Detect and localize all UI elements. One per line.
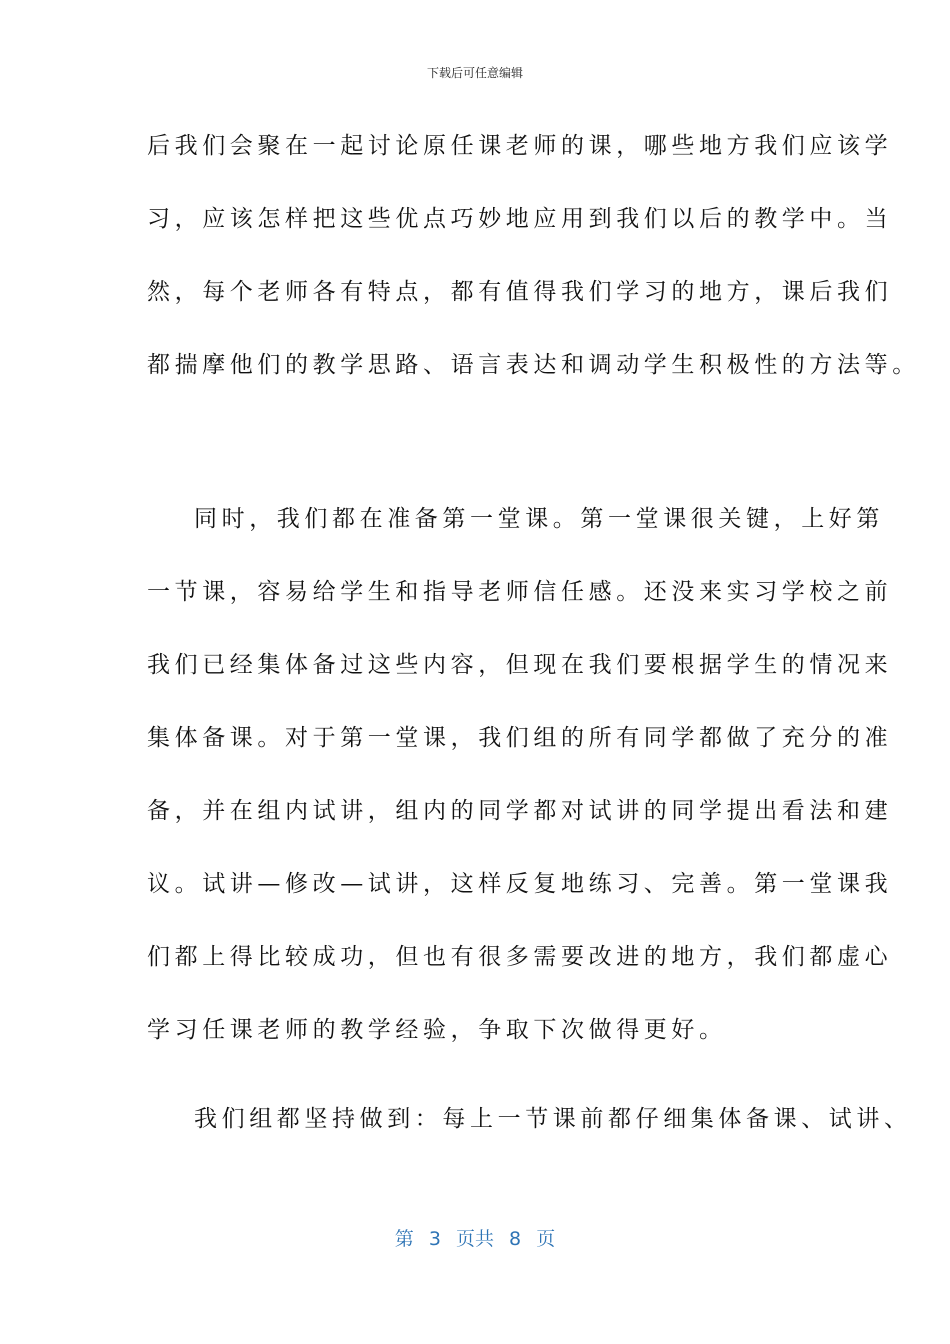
footer-total-pages: 8 <box>509 1228 522 1250</box>
footer-page-number: 3 <box>428 1228 441 1250</box>
paragraph-line: 都揣摩他们的教学思路、语言表达和调动学生积极性的方法等。 <box>147 352 920 378</box>
paragraph-line: 然，每个老师各有特点，都有值得我们学习的地方，课后我们 <box>147 279 893 305</box>
paragraph-line: 备，并在组内试讲，组内的同学都对试讲的同学提出看法和建 <box>147 798 893 824</box>
footer-middle: 页共 <box>455 1228 494 1250</box>
page-header: 下载后可任意编辑 <box>426 66 523 80</box>
paragraph-line: 议。试讲—修改—试讲，这样反复地练习、完善。第一堂课我 <box>147 871 893 897</box>
paragraph-line: 集体备课。对于第一堂课，我们组的所有同学都做了充分的准 <box>147 725 893 751</box>
paragraph-line: 同时，我们都在准备第一堂课。第一堂课很关键，上好第 <box>194 506 884 532</box>
paragraph-line: 习，应该怎样把这些优点巧妙地应用到我们以后的教学中。当 <box>147 206 893 232</box>
page-footer <box>0 1224 950 1251</box>
paragraph-line: 我们已经集体备过这些内容，但现在我们要根据学生的情况来 <box>147 652 893 678</box>
paragraph-line: 一节课，容易给学生和指导老师信任感。还没来实习学校之前 <box>147 579 893 605</box>
paragraph-line: 后我们会聚在一起讨论原任课老师的课，哪些地方我们应该学 <box>147 133 893 159</box>
paragraph-line: 们都上得比较成功，但也有很多需要改进的地方，我们都虚心 <box>147 944 893 970</box>
footer-suffix: 页 <box>536 1228 556 1250</box>
paragraph-line: 学习任课老师的教学经验，争取下次做得更好。 <box>147 1017 727 1043</box>
footer-prefix: 第 <box>394 1228 414 1250</box>
paragraph-line: 我们组都坚持做到：每上一节课前都仔细集体备课、试讲、 <box>194 1106 912 1132</box>
